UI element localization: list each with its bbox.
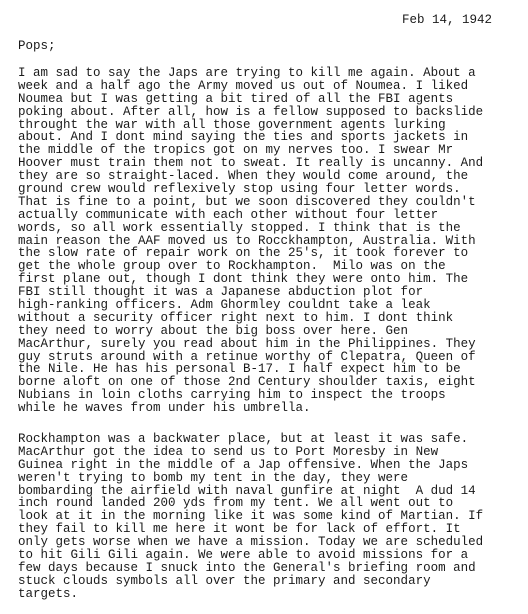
letter-line: inch round landed 200 yds from my tent. We all went out to xyxy=(18,496,454,511)
letter-line: targets. xyxy=(18,586,79,601)
letter-line: Guinea right in the middle of a Jap offensive. When the Japs xyxy=(18,457,469,472)
letter-line: while he waves from under his umbrella. xyxy=(18,401,311,416)
letter-line: FBI still thought it was a Japanese abduction plot for xyxy=(18,285,424,300)
letter-line: only gets worse when we have a mission. Today we are scheduled xyxy=(18,535,484,550)
letter-line: actually communicate with each other without four letter xyxy=(18,207,439,222)
letter-line: few days because I snuck into the General's briefing room and xyxy=(18,560,476,575)
letter-line: borne aloft on one of those 2nd Century shoulder taxis, eight xyxy=(18,375,476,390)
letter-line: MacArthur got the idea to send us to Port Moresby in New xyxy=(18,444,439,459)
letter-paragraph-1 xyxy=(18,67,483,415)
letter-line: throught the war with all those government agents lurking xyxy=(18,117,446,132)
letter-paragraph-2 xyxy=(18,433,483,601)
letter-line: ground crew would reflexively stop using four letter words. xyxy=(18,182,461,197)
letter-line: That is fine to a point, but we soon discovered they couldn't xyxy=(18,194,476,209)
letter-line: Rockhampton was a backwater place, but at least it was safe. xyxy=(18,432,469,446)
letter-line: the middle of the tropics got on my nerves too. I swear Mr xyxy=(18,143,454,158)
letter-line: poking about. After all, how is a fellow supposed to backslide xyxy=(18,104,484,119)
letter-line: the Nile. He has his personal B-17. I half expect him to be xyxy=(18,362,461,377)
letter-line: Noumea but I was getting a bit tired of all the FBI agents xyxy=(18,91,454,106)
letter-line: get the whole group over to Rockhampton. Milo was on the xyxy=(18,259,446,274)
letter-line: to hit Gili Gili again. We were able to avoid missions for a xyxy=(18,548,469,563)
letter-line: I am sad to say the Japs are trying to kill me again. About a xyxy=(18,66,476,80)
letter-line: they are so straight-laced. When they would come around, the xyxy=(18,169,469,184)
letter-line: guy struts around with a retinue worthy of Clepatra, Queen of xyxy=(18,349,476,364)
letter-line: the slow rate of repair work on the 25's, it took forever to xyxy=(18,246,469,261)
letter-date: Feb 14, 1942 xyxy=(402,13,493,27)
letter-line: about. And I dont mind saying the ties and sports jackets in xyxy=(18,130,469,145)
letter-salutation: Pops; xyxy=(18,39,56,53)
letter-line: they need to worry about the big boss over here. Gen xyxy=(18,323,409,338)
letter-line: look at it in the morning like it was some kind of Martian. If xyxy=(18,509,484,524)
letter-line: without a security officer right next to him. I dont think xyxy=(18,310,454,325)
letter-line: bombarding the airfield with naval gunfire at night A dud 14 xyxy=(18,483,476,498)
letter-line: stuck clouds symbols all over the primary and secondary xyxy=(18,573,431,588)
letter-line: MacArthur, surely you read about him in the Philippines. They xyxy=(18,336,476,351)
letter-line: Nubians in loin cloths carrying him to inspect the troops xyxy=(18,388,446,403)
letter-line: Hoover must train them not to sweat. It really is uncanny. And xyxy=(18,156,484,171)
letter-line: main reason the AAF moved us to Rocckhampton, Australia. With xyxy=(18,233,476,248)
letter-line: first plane out, though I dont think they were onto him. The xyxy=(18,272,469,287)
letter-line: weren't trying to bomb my tent in the day, they were xyxy=(18,470,409,485)
letter-line: words, so all work essentially stopped. I think that is the xyxy=(18,220,461,235)
letter-line: high-ranking officers. Adm Ghormley couldnt take a leak xyxy=(18,298,431,313)
letter-line: they fail to kill me here it wont be for lack of effort. It xyxy=(18,522,461,537)
letter-line: week and a half ago the Army moved us out of Noumea. I liked xyxy=(18,78,469,93)
